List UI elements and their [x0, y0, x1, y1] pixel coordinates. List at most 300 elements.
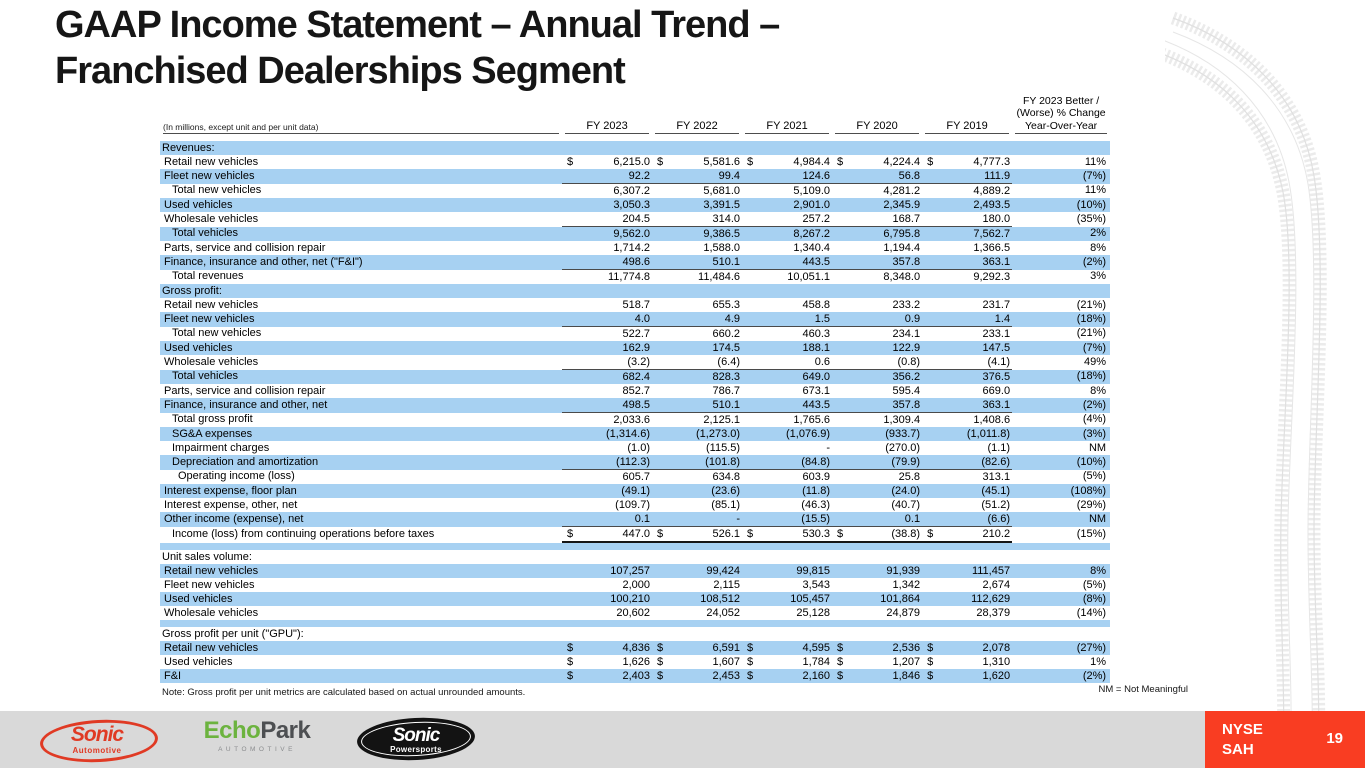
value-cell: 522.7 [622, 327, 651, 340]
value-cell: 99,815 [796, 564, 831, 577]
value-cell: 9,562.0 [613, 227, 651, 240]
change-cell: (15%) [1076, 527, 1107, 540]
value-cell: 6,215.0 [613, 155, 651, 168]
value-cell: 634.8 [712, 470, 741, 483]
row-label: Fleet new vehicles [164, 169, 255, 182]
value-cell: 9,386.5 [703, 227, 741, 240]
dollar-sign-cell: $ [837, 655, 844, 668]
dollar-sign-cell [652, 298, 676, 312]
dollar-sign-cell: $ [567, 655, 574, 668]
dollar-sign-cell [832, 441, 856, 455]
value-cell: (3.2) [586, 355, 652, 370]
value-cell: 376.5 [982, 370, 1011, 383]
dollar-sign-cell [832, 427, 856, 441]
row-label: Total vehicles [172, 370, 239, 383]
change-cell: 11% [1084, 155, 1107, 168]
dollar-sign-cell [652, 484, 676, 498]
dollar-sign-cell [832, 564, 856, 578]
echopark-brand-echo: Echo [203, 716, 261, 744]
value-cell: 2,403 [622, 669, 651, 682]
sonic-powersports-logo [358, 718, 476, 762]
dollar-sign-cell [742, 341, 766, 355]
dollar-sign-cell [652, 578, 676, 592]
table-row [160, 155, 1110, 169]
value-cell: 5,681.0 [703, 184, 741, 197]
table-row [160, 564, 1110, 578]
col-header-fy2020: FY 2020 [835, 120, 919, 134]
dollar-sign-cell [922, 227, 946, 242]
dollar-sign-cell [832, 606, 856, 620]
value-cell: 11,774.8 [608, 270, 651, 283]
row-label: Total gross profit [172, 413, 253, 426]
value-cell: 4,889.2 [973, 184, 1011, 197]
section-row [160, 284, 1110, 298]
ticker-text [1222, 720, 1263, 761]
value-cell: 8,267.2 [793, 227, 831, 240]
value-cell: 4,595 [802, 641, 831, 654]
dollar-sign-cell [742, 470, 766, 485]
dollar-sign-cell [742, 198, 766, 212]
value-cell: 24,879 [886, 606, 921, 619]
change-cell: (35%) [1076, 212, 1107, 225]
dollar-sign-cell [832, 270, 856, 285]
table-row [160, 669, 1110, 683]
value-cell: 313.1 [982, 470, 1011, 483]
dollar-sign-cell [652, 498, 676, 512]
dollar-sign-cell [832, 298, 856, 312]
value-cell: 1,784 [802, 655, 831, 668]
value-cell: 2,345.9 [883, 198, 921, 211]
change-cell: (2%) [1082, 255, 1107, 268]
value-cell: (101.8) [676, 455, 742, 470]
dollar-sign-cell [832, 484, 856, 498]
dollar-sign-cell [742, 484, 766, 498]
dollar-sign-cell [742, 564, 766, 578]
change-cell: 1% [1090, 655, 1107, 668]
table-row [160, 355, 1110, 370]
table-row [160, 298, 1110, 312]
value-cell: 2,160 [802, 669, 831, 682]
value-cell: 1,846 [892, 669, 921, 682]
dollar-sign-cell [832, 455, 856, 470]
value-cell: 1,342 [892, 578, 921, 591]
value-cell: 6,591 [712, 641, 741, 654]
value-cell: 100,210 [610, 592, 651, 605]
value-cell: (38.8) [856, 527, 922, 543]
row-label: Retail new vehicles [164, 564, 259, 577]
dollar-sign-cell [922, 413, 946, 428]
value-cell: 7,562.7 [973, 227, 1011, 240]
row-label: Fleet new vehicles [164, 312, 255, 325]
value-cell: 1,408.6 [973, 413, 1011, 426]
dollar-sign-cell [562, 198, 586, 212]
income-statement-table [160, 88, 1110, 683]
value-cell: 4.9 [676, 312, 742, 327]
value-cell: (1,314.6) [605, 427, 651, 440]
dollar-sign-cell [742, 606, 766, 620]
value-cell: 1,207 [892, 655, 921, 668]
dollar-sign-cell: $ [742, 527, 766, 543]
dollar-sign-cell: $ [657, 655, 664, 668]
dollar-sign-cell [562, 470, 586, 485]
page-title-line1: GAAP Income Statement – Annual Trend – [55, 4, 780, 46]
dollar-sign-cell [922, 327, 946, 342]
dollar-sign-cell [832, 255, 856, 270]
row-label: Retail new vehicles [164, 641, 259, 654]
change-cell: (7%) [1082, 169, 1107, 182]
row-label: Used vehicles [164, 198, 233, 211]
value-cell: (46.3) [801, 498, 831, 511]
table-row [160, 606, 1110, 620]
dollar-sign-cell [652, 413, 676, 428]
dollar-sign-cell [922, 578, 946, 592]
dollar-sign-cell [922, 355, 946, 370]
section-label: Unit sales volume: [162, 550, 252, 563]
value-cell: 1.5 [766, 312, 832, 327]
value-cell: 101,864 [880, 592, 921, 605]
dollar-sign-cell [562, 298, 586, 312]
change-cell: (4%) [1082, 413, 1107, 426]
dollar-sign-cell: $ [837, 669, 844, 682]
change-cell: (18%) [1076, 312, 1107, 325]
value-cell: 595.4 [892, 384, 921, 397]
dollar-sign-cell [562, 212, 586, 227]
spacer-cell [160, 542, 1110, 550]
change-cell: (27%) [1076, 641, 1107, 654]
change-cell: (14%) [1076, 606, 1107, 619]
income-table-body [160, 134, 1110, 683]
row-label: Operating income (loss) [178, 470, 295, 483]
row-label: Parts, service and collision repair [164, 241, 326, 254]
table-row [160, 413, 1110, 428]
sonic-automotive-logo [38, 718, 156, 762]
section-row [160, 627, 1110, 641]
dollar-sign-cell [832, 578, 856, 592]
table-row [160, 578, 1110, 592]
value-cell: 0.1 [586, 512, 652, 527]
value-cell: - [676, 512, 742, 527]
value-cell: 174.5 [712, 341, 741, 354]
dollar-sign-cell: $ [927, 155, 934, 168]
value-cell: 25,128 [796, 606, 831, 619]
value-cell: 210.2 [946, 527, 1012, 543]
value-cell: (15.5) [766, 512, 832, 527]
value-cell: 669.0 [982, 384, 1011, 397]
value-cell: 9,292.3 [973, 270, 1011, 283]
value-cell: 526.1 [676, 527, 742, 543]
sonic-automotive-sub: Automotive [72, 745, 122, 755]
dollar-sign-cell [832, 341, 856, 355]
value-cell: 5,109.0 [793, 184, 831, 197]
dollar-sign-cell [832, 413, 856, 428]
table-row [160, 227, 1110, 242]
dollar-sign-cell [922, 241, 946, 255]
dollar-sign-cell [742, 413, 766, 428]
value-cell: 4,984.4 [793, 155, 831, 168]
dollar-sign-cell [832, 169, 856, 184]
value-cell: 357.8 [856, 255, 922, 270]
table-row [160, 527, 1110, 543]
change-cell: (2%) [1082, 669, 1107, 682]
value-cell: 530.3 [766, 527, 832, 543]
dollar-sign-cell [742, 270, 766, 285]
table-row [160, 484, 1110, 498]
dollar-sign-cell [922, 427, 946, 441]
dollar-sign-cell [742, 355, 766, 370]
dollar-sign-cell [922, 512, 946, 527]
dollar-sign-cell [832, 312, 856, 327]
value-cell: 660.2 [712, 327, 741, 340]
value-cell: 257.2 [766, 212, 832, 227]
dollar-sign-cell [652, 169, 676, 184]
value-cell: 204.5 [586, 212, 652, 227]
table-row [160, 270, 1110, 285]
dollar-sign-cell [652, 441, 676, 455]
dollar-sign-cell [922, 255, 946, 270]
value-cell: 0.1 [856, 512, 922, 527]
dollar-sign-cell [652, 227, 676, 242]
dollar-sign-cell [922, 441, 946, 455]
value-cell: 1,607 [712, 655, 741, 668]
footer-bar [0, 711, 1205, 768]
table-row [160, 384, 1110, 398]
value-cell: 1,310 [982, 655, 1011, 668]
dollar-sign-cell [742, 312, 766, 327]
value-cell: 2,453 [712, 669, 741, 682]
dollar-sign-cell: $ [567, 641, 574, 654]
value-cell: (84.8) [766, 455, 832, 470]
value-cell: 162.9 [622, 341, 651, 354]
change-cell: (2%) [1082, 398, 1107, 411]
value-cell: 682.4 [622, 370, 651, 383]
dollar-sign-cell: $ [562, 527, 586, 543]
value-cell: 2,000 [622, 578, 651, 591]
dollar-sign-cell [652, 327, 676, 342]
table-row [160, 441, 1110, 455]
dollar-sign-cell [742, 298, 766, 312]
change-cell: 49% [1084, 355, 1107, 368]
dollar-sign-cell [562, 327, 586, 342]
dollar-sign-cell [922, 384, 946, 398]
value-cell: 99.4 [676, 169, 742, 184]
dollar-sign-cell [742, 212, 766, 227]
value-cell: (1,273.0) [696, 427, 741, 440]
dollar-sign-cell [832, 327, 856, 342]
sonic-automotive-brand: Sonic [70, 722, 124, 746]
dollar-sign-cell [832, 384, 856, 398]
change-cell: NM [1088, 441, 1107, 454]
value-cell: 3,543 [802, 578, 831, 591]
dollar-sign-cell [652, 341, 676, 355]
value-cell: 6,795.8 [883, 227, 921, 240]
row-label: Used vehicles [164, 655, 233, 668]
dollar-sign-cell [742, 255, 766, 270]
value-cell: (51.2) [981, 498, 1011, 511]
dollar-sign-cell [652, 384, 676, 398]
change-cell: (21%) [1076, 327, 1107, 340]
dollar-sign-cell [832, 398, 856, 413]
value-cell: 2,536 [892, 641, 921, 654]
value-cell: 6,307.2 [613, 184, 651, 197]
value-cell: 28,379 [976, 606, 1011, 619]
dollar-sign-cell [832, 592, 856, 606]
value-cell: (49.1) [621, 484, 651, 497]
echopark-brand-park: Park [260, 716, 311, 744]
ticker-exchange: NYSE [1222, 721, 1263, 738]
value-cell: 234.1 [892, 327, 921, 340]
change-cell: 8% [1090, 384, 1107, 397]
dollar-sign-cell: $ [747, 669, 754, 682]
dollar-sign-cell [562, 578, 586, 592]
dollar-sign-cell [562, 169, 586, 184]
value-cell: (6.4) [676, 355, 742, 370]
dollar-sign-cell: $ [747, 655, 754, 668]
value-cell: 4,281.2 [883, 184, 921, 197]
value-cell: 363.1 [946, 255, 1012, 270]
value-cell: 1.4 [946, 312, 1012, 327]
value-cell: (115.5) [705, 441, 741, 454]
table-row [160, 184, 1110, 199]
row-label: Used vehicles [164, 341, 233, 354]
change-cell: (8%) [1082, 592, 1107, 605]
value-cell: 168.7 [856, 212, 922, 227]
dollar-sign-cell [832, 198, 856, 212]
value-cell: (933.7) [885, 427, 921, 440]
table-row [160, 427, 1110, 441]
row-label: Fleet new vehicles [164, 578, 255, 591]
value-cell: 356.2 [892, 370, 921, 383]
dollar-sign-cell [652, 398, 676, 413]
value-cell: 231.7 [982, 298, 1011, 311]
value-cell: 458.8 [802, 298, 831, 311]
spacer-cell [160, 134, 1110, 141]
value-cell: 25.8 [898, 470, 921, 483]
value-cell: 828.3 [712, 370, 741, 383]
value-cell: 24,052 [706, 606, 741, 619]
value-cell: 2,115 [713, 578, 741, 591]
value-cell: 122.9 [892, 341, 921, 354]
spacer-cell [160, 620, 1110, 627]
row-label: Parts, service and collision repair [164, 384, 326, 397]
dollar-sign-cell [922, 484, 946, 498]
dollar-sign-cell: $ [747, 155, 754, 168]
section-label: Gross profit per unit ("GPU"): [162, 627, 304, 640]
dollar-sign-cell [652, 241, 676, 255]
dollar-sign-cell [652, 312, 676, 327]
dollar-sign-cell: $ [927, 655, 934, 668]
value-cell: (1,076.9) [786, 427, 831, 440]
dollar-sign-cell [742, 227, 766, 242]
page-number: 19 [1326, 730, 1343, 747]
value-cell: 0.9 [856, 312, 922, 327]
dollar-sign-cell [652, 470, 676, 485]
spacer-row [160, 134, 1110, 141]
value-cell: 1,366.5 [973, 241, 1011, 254]
table-row [160, 169, 1110, 184]
echopark-logo [182, 718, 332, 762]
dollar-sign-cell: $ [927, 641, 934, 654]
financial-table [160, 88, 1110, 683]
value-cell: (1,011.8) [966, 427, 1011, 440]
row-label: Finance, insurance and other, net [164, 398, 328, 411]
value-cell: 498.6 [586, 255, 652, 270]
value-cell: 91,939 [886, 564, 921, 577]
row-label: Interest expense, other, net [164, 498, 298, 511]
value-cell: 1,620 [982, 669, 1011, 682]
dollar-sign-cell [742, 512, 766, 527]
value-cell: 1,309.4 [883, 413, 921, 426]
row-label: Finance, insurance and other, net ("F&I") [164, 255, 363, 268]
row-label: Total vehicles [172, 227, 239, 240]
dollar-sign-cell [922, 341, 946, 355]
table-row [160, 498, 1110, 512]
dollar-sign-cell [832, 470, 856, 485]
change-cell: (108%) [1070, 484, 1107, 497]
value-cell: 2,674 [982, 578, 1011, 591]
dollar-sign-cell [742, 241, 766, 255]
row-label: Total new vehicles [172, 327, 262, 340]
value-cell: 4,836 [622, 641, 651, 654]
row-label: Total new vehicles [172, 184, 262, 197]
value-cell: 10,051.1 [787, 270, 831, 283]
dollar-sign-cell: $ [837, 641, 844, 654]
row-label: Wholesale vehicles [164, 606, 259, 619]
dollar-sign-cell [562, 341, 586, 355]
change-cell: (29%) [1076, 498, 1107, 511]
value-cell: 124.6 [766, 169, 832, 184]
value-cell: (6.6) [946, 512, 1012, 527]
dollar-sign-cell [562, 427, 586, 441]
dollar-sign-cell [652, 198, 676, 212]
tire-tracks-graphic [1165, 0, 1365, 768]
dollar-sign-cell [652, 606, 676, 620]
value-cell: 357.8 [856, 398, 922, 413]
dollar-sign-cell: $ [652, 527, 676, 543]
page-title-line2: Franchised Dealerships Segment [55, 50, 625, 93]
dollar-sign-cell [922, 606, 946, 620]
value-cell: 112,629 [971, 592, 1011, 605]
value-cell: 1,626 [622, 655, 651, 668]
value-cell: 314.0 [676, 212, 742, 227]
value-cell: 498.5 [586, 398, 652, 413]
dollar-sign-cell [562, 227, 586, 242]
dollar-sign-cell: $ [927, 669, 934, 682]
dollar-sign-cell [652, 427, 676, 441]
value-cell: 2,078 [982, 641, 1011, 654]
change-cell: 11% [1084, 184, 1107, 197]
table-row [160, 592, 1110, 606]
table-row [160, 455, 1110, 470]
table-row [160, 341, 1110, 355]
value-cell: 1,194.4 [883, 241, 921, 254]
dollar-sign-cell [562, 241, 586, 255]
dollar-sign-cell [832, 227, 856, 242]
value-cell: (45.1) [981, 484, 1011, 497]
dollar-sign-cell [922, 184, 946, 199]
dollar-sign-cell [562, 455, 586, 470]
value-cell: 4,777.3 [973, 155, 1011, 168]
col-header-change: FY 2023 Better / (Worse) % Change Year-Over-Year [1015, 95, 1107, 134]
table-row [160, 370, 1110, 385]
change-cell: (18%) [1076, 370, 1107, 383]
row-label: Retail new vehicles [164, 298, 259, 311]
value-cell: 2,493.5 [973, 198, 1011, 211]
value-cell: 180.0 [946, 212, 1012, 227]
change-cell: (5%) [1082, 578, 1107, 591]
dollar-sign-cell [562, 384, 586, 398]
value-cell: (4.1) [946, 355, 1012, 370]
value-cell: 56.8 [856, 169, 922, 184]
